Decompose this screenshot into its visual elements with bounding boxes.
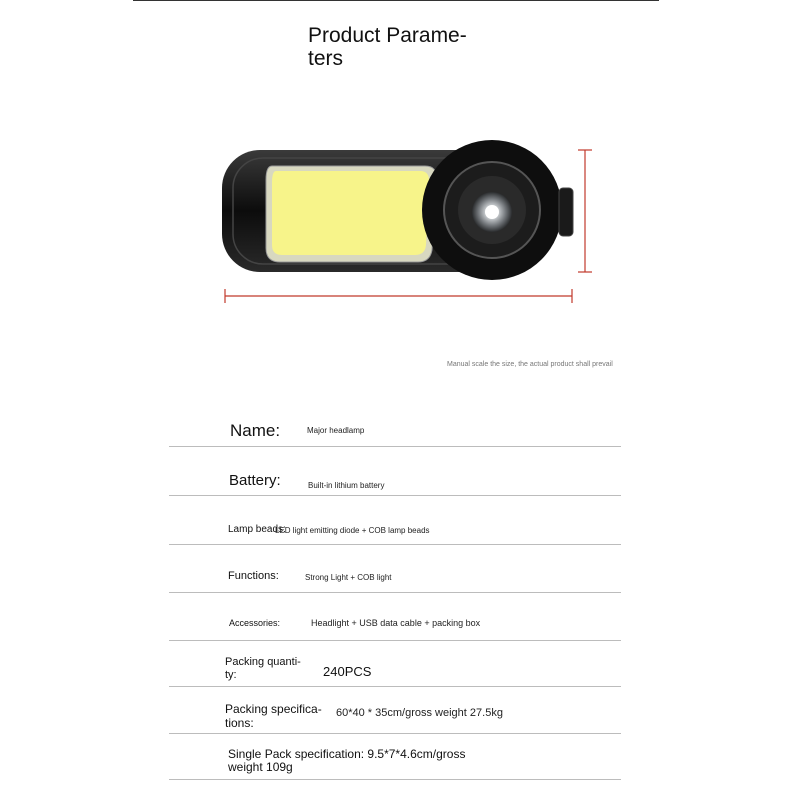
spec-label-line1: Packing specifica-	[225, 702, 322, 716]
spec-row-battery	[169, 447, 621, 496]
spec-row-packing-quantity	[169, 641, 621, 687]
spec-label: Battery:	[229, 472, 281, 489]
headlamp-illustration	[0, 0, 790, 330]
spec-label: Accessories:	[229, 618, 281, 628]
spec-label-line2: ty:	[225, 669, 237, 681]
spec-label-line2: tions:	[225, 716, 254, 730]
spec-row-single-pack	[169, 734, 621, 780]
spec-row-accessories	[169, 593, 621, 641]
spec-value: LED light emitting diode + COB lamp beads	[275, 526, 430, 535]
spec-value: Headlight + USB data cable + packing box	[311, 618, 481, 628]
spec-value: Major headlamp	[307, 426, 365, 435]
spec-row-lamp-beads	[169, 496, 621, 545]
scale-note: Manual scale the size, the actual product shall prevail	[447, 361, 613, 368]
spec-value: Built-in lithium battery	[308, 481, 385, 490]
page-title-line1: Product Parame-	[308, 24, 467, 47]
spec-value: Strong Light + COB light	[305, 573, 392, 582]
spot-light-head	[422, 140, 562, 280]
spec-label: Lamp beads:	[228, 524, 286, 535]
spec-value: 60*40 * 35cm/gross weight 27.5kg	[336, 707, 503, 719]
spec-text-line1: Single Pack specification: 9.5*7*4.6cm/gross	[228, 747, 466, 761]
spec-label: Functions:	[228, 570, 279, 582]
cob-panel	[266, 166, 436, 262]
side-switch	[559, 188, 573, 236]
spec-row-name	[169, 408, 621, 447]
spec-label: Name:	[230, 421, 281, 440]
spec-row-functions	[169, 545, 621, 593]
height-dimension-line	[578, 150, 592, 272]
page-title-line2: ters	[308, 47, 344, 70]
spec-text-line2: weight 109g	[228, 760, 293, 774]
spec-row-packing-specifications	[169, 687, 621, 734]
spec-label-line1: Packing quanti-	[225, 656, 301, 668]
width-dimension-line	[225, 289, 572, 303]
spec-value: 240PCS	[323, 664, 372, 679]
